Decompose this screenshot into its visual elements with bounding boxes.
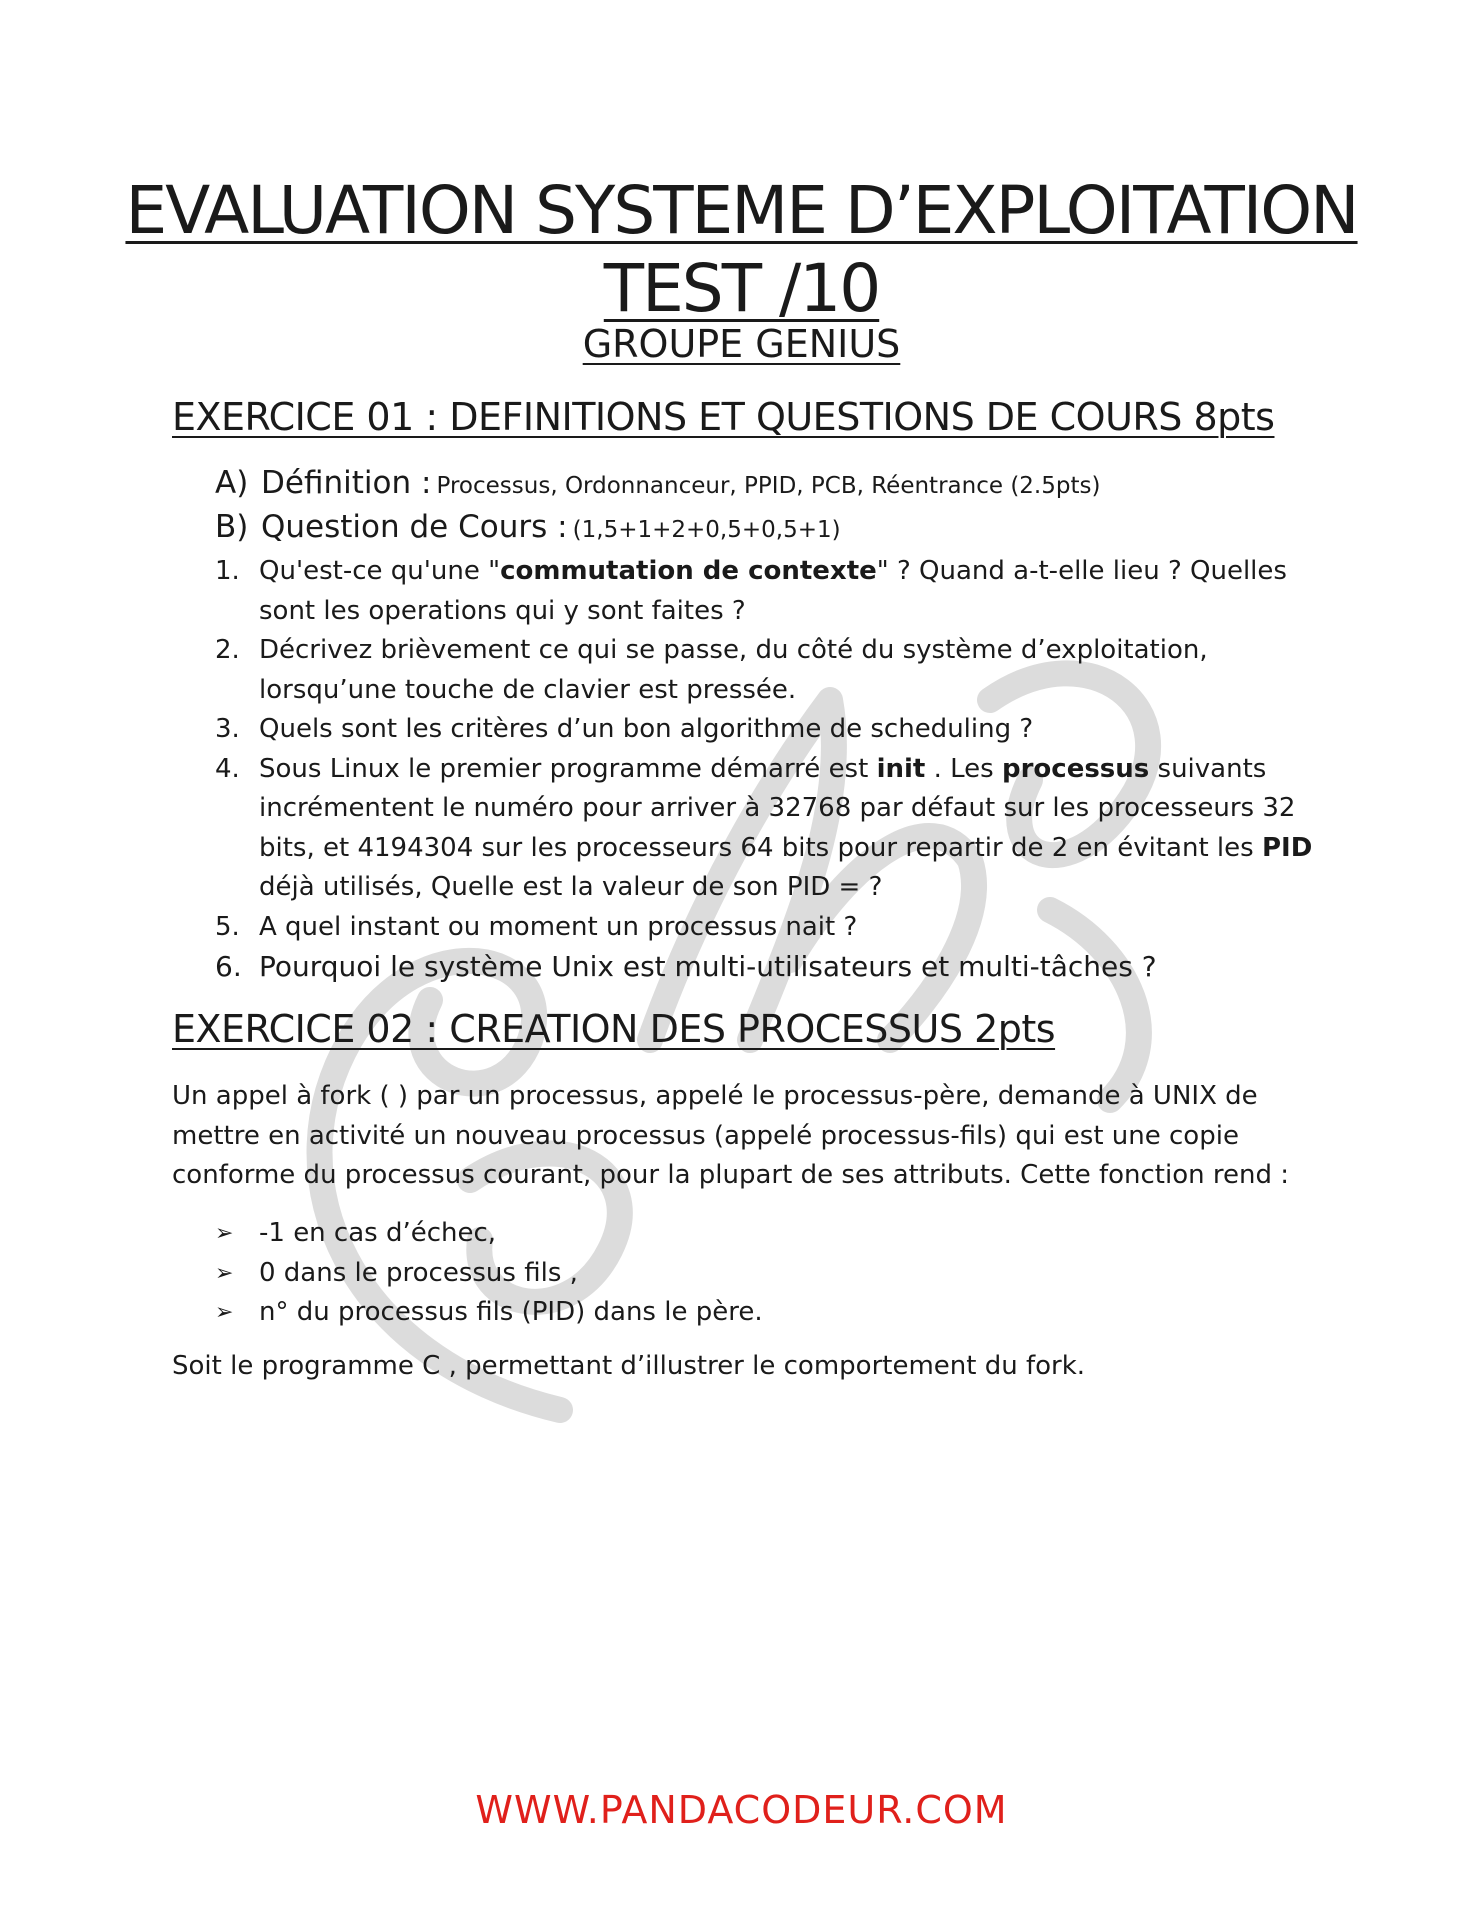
question-item	[215, 947, 1325, 987]
question-bold-term: PID	[1261, 832, 1313, 863]
question-number: 2.	[215, 635, 240, 665]
part-a-text: Processus, Ordonnanceur, PPID, PCB, Réentrance (2.5pts)	[436, 473, 1101, 499]
part-a-definition	[215, 465, 1100, 501]
question-text: déjà utilisés, Quelle est la valeur de son PID = ?	[259, 872, 883, 902]
return-values-list	[215, 1214, 763, 1333]
list-item	[215, 1293, 763, 1333]
part-b-question	[215, 509, 841, 545]
question-text: suivants incrémentent le numéro pour arriver à 32768 par défaut sur les processeurs 32 bits, et 4194304 sur les processeurs 64 bits pour repartir de 2 en évitant les	[259, 753, 1296, 863]
list-item-text: 0 dans le processus fils ,	[259, 1257, 578, 1288]
question-number: 1.	[215, 556, 240, 586]
question-item	[215, 631, 1325, 710]
part-b-label: Question de Cours :	[261, 509, 568, 545]
question-text: Pourquoi le système Unix est multi-utilisateurs et multi-tâches ?	[259, 950, 1157, 983]
footer-url: WWW.PANDACODEUR.COM	[475, 1788, 1008, 1832]
question-number: 5.	[215, 911, 240, 942]
list-item	[215, 1214, 763, 1254]
question-list	[215, 552, 1325, 987]
exercise2-heading: EXERCICE 02 : CREATION DES PROCESSUS 2pts	[172, 1007, 1056, 1051]
question-bold-term: commutation de contexte	[500, 556, 877, 586]
list-item-text: -1 en cas d’échec,	[259, 1218, 497, 1248]
question-item	[215, 710, 1325, 750]
question-text: " ? Quand a-t-elle lieu ? Quelles sont les operations qui y sont faites ?	[259, 556, 1287, 626]
question-text: Qu'est-ce qu'une "	[259, 556, 501, 586]
part-b-marker: B)	[215, 509, 249, 545]
part-a-label: Définition :	[261, 465, 432, 501]
document-title-line1: EVALUATION SYSTEME D’EXPLOITATION	[125, 172, 1358, 249]
arrow-bullet-icon: ➢	[215, 1300, 234, 1325]
document-title-line2: TEST /10	[603, 250, 880, 327]
question-text: Quels sont les critères d’un bon algorithme de scheduling ?	[259, 714, 1034, 744]
list-item-text: n° du processus fils (PID) dans le père.	[259, 1297, 763, 1327]
list-item	[215, 1254, 763, 1294]
part-a-marker: A)	[215, 465, 249, 501]
part-b-text: (1,5+1+2+0,5+0,5+1)	[572, 517, 841, 543]
question-text: Décrivez brièvement ce qui se passe, du côté du système d’exploitation, lorsqu’une touche de clavier est pressée.	[259, 635, 1208, 705]
question-text: . Les	[925, 753, 1002, 784]
question-item	[215, 908, 1325, 948]
question-number: 6.	[215, 950, 242, 983]
arrow-bullet-icon: ➢	[215, 1221, 234, 1246]
question-text: A quel instant ou moment un processus nait ?	[259, 911, 858, 942]
question-number: 3.	[215, 714, 240, 744]
question-text: Sous Linux le premier programme démarré est	[259, 753, 877, 784]
question-item	[215, 552, 1325, 631]
exercise2-closing: Soit le programme C , permettant d’illustrer le comportement du fork.	[172, 1351, 1086, 1381]
question-item	[215, 750, 1325, 908]
question-bold-term: processus	[1001, 753, 1150, 784]
question-bold-term: init	[876, 753, 926, 784]
document-subtitle: GROUPE GENIUS	[582, 322, 901, 366]
exercise2-paragraph: Un appel à fork ( ) par un processus, appelé le processus-père, demande à UNIX de mettre en activité un nouveau processus (appelé processus-fils) qui est une copie conforme du processus courant, pour la plupart de ses attributs. Cette fonction rend :	[172, 1081, 1289, 1190]
exercise1-heading: EXERCICE 01 : DEFINITIONS ET QUESTIONS DE COURS 8pts	[172, 395, 1275, 439]
arrow-bullet-icon: ➢	[215, 1260, 234, 1286]
question-number: 4.	[215, 753, 240, 784]
